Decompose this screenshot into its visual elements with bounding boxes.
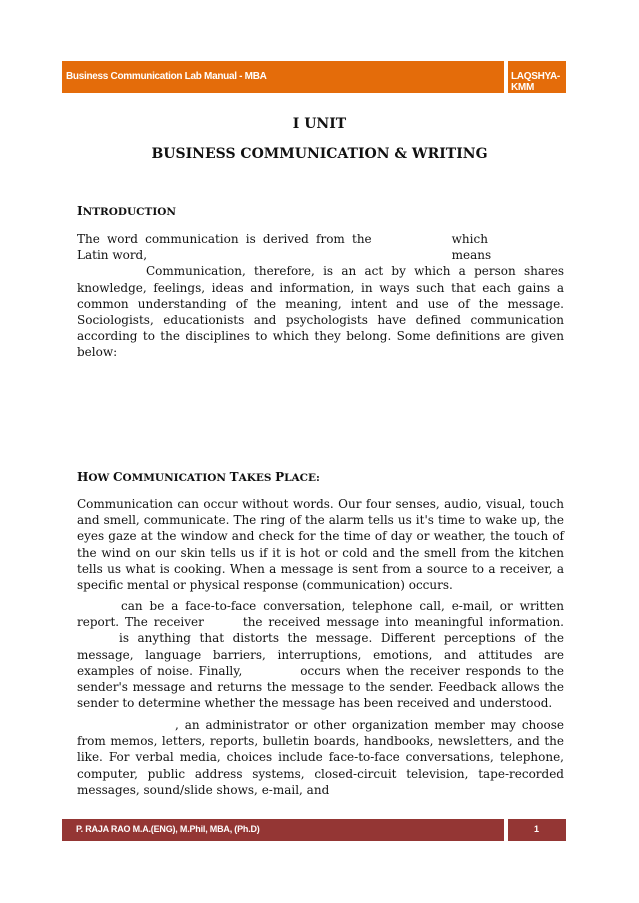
how-communication-paragraph-2: can be a face-to-face conversation, telephone call, e-mail, or written report. The receiver the received message into meaningful information.is anything that distorts the message. Different perceptions of the message, language barriers, interruptions, emotions, and attitudes are examples of noise. Finally, occurs when the receiver responds to the sender's message and returns the message to the sender. Feedback allows the sender to determine whether the message has been received and understood. [77, 599, 564, 711]
unit-title: I UNIT [292, 116, 347, 132]
how-communication-paragraph-1: Communication can occur without words. Our four senses, audio, visual, touch and smell, communicate. The ring of the alarm tells us it's time to wake up, the eyes gaze at the window and check for the time of day or weather, the touch of the wind on our skin tells us if it is hot or cold and the smell from the kitchen tells us what is cooking. When a message is sent from a source to a receiver, a specific mental or physical response (communication) occurs. [77, 497, 564, 593]
introduction-paragraph: The word communication is derived from the Latin word, which means Communication, therefore, is an act by which a person shares knowledge, feelings, ideas and information, in ways such that each gains a common understanding of the meaning, intent and use of the message. Sociologists, educationists and psychologists have defined communication according to the disciplines to which they belong. Some definitions are given below: [77, 232, 564, 360]
header-right-bar [508, 61, 566, 93]
footer-right-bar [508, 819, 566, 841]
page-number: 1 [534, 824, 539, 834]
how-communication-paragraph-3: , an administrator or other organization member may choose from memos, letters, reports, bulletin boards, handbooks, newsletters, and the like. For verbal media, choices include face-to-face conversations, telephone, computer, public address systems, closed-circuit television, tape-recorded messages, sound/slide shows, e-mail, and [77, 718, 564, 797]
header-left-bar [62, 61, 504, 93]
page-footer [62, 819, 566, 841]
header-author-tag: LAQSHYA-KMM [511, 71, 560, 93]
header-title: Business Communication Lab Manual - MBA [66, 71, 267, 82]
chapter-title: BUSINESS COMMUNICATION & WRITING [151, 146, 488, 162]
how-communication-heading: HOW COMMUNICATION TAKES PLACE: [77, 470, 320, 484]
introduction-heading: INTRODUCTION [77, 204, 176, 218]
footer-author: P. RAJA RAO M.A.(ENG), M.Phil, MBA, (Ph.D) [76, 824, 260, 834]
page-header [62, 61, 566, 93]
footer-left-bar [62, 819, 504, 841]
